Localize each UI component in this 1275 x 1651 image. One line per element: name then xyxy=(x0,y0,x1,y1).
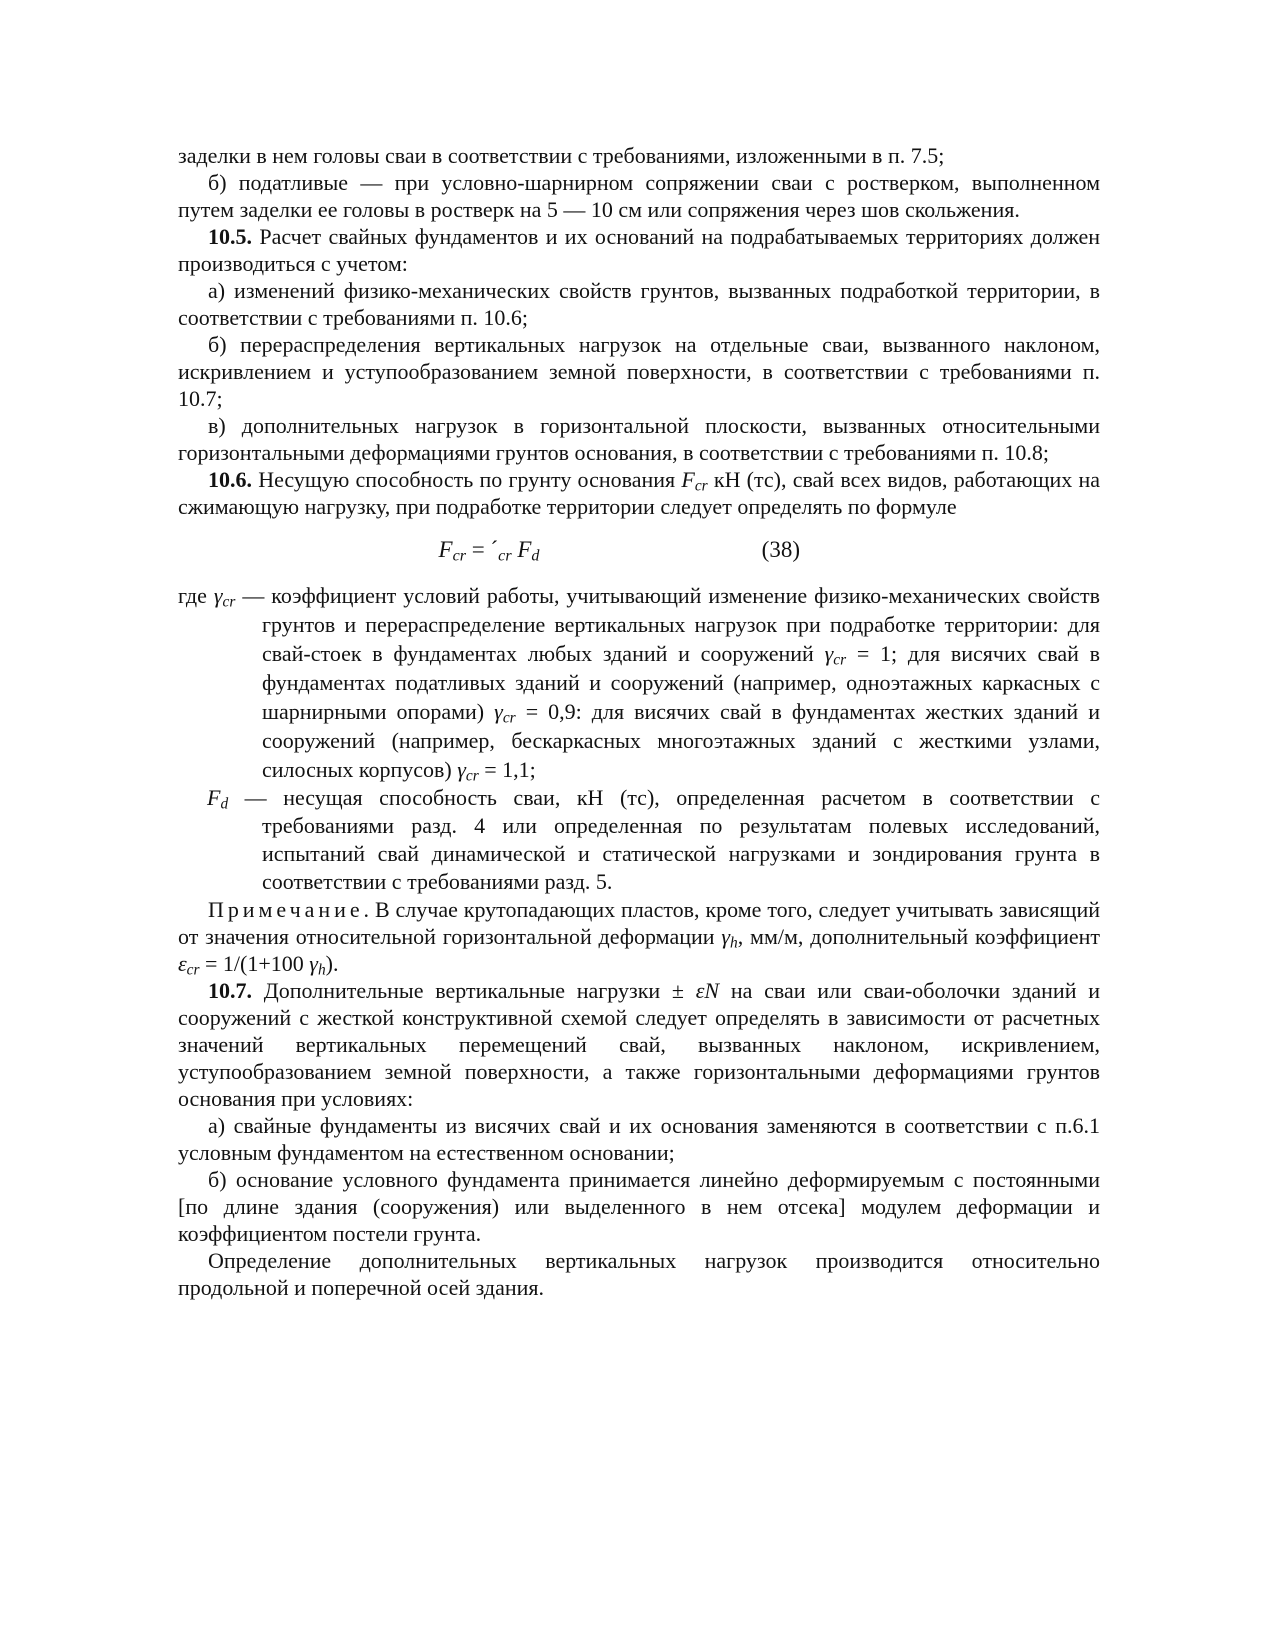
text-run: h xyxy=(730,934,738,952)
text-run: в) дополнительных нагрузок в горизонтальной плоскости, вызванных относительными горизонтальными деформациями грунтов основания, в соответствии с требованиями п. 10.8; xyxy=(178,413,1100,465)
text-run: , мм/м, дополнительный коэффициент xyxy=(737,924,1100,949)
text-run: Дополнительные вертикальные нагрузки ± xyxy=(252,978,696,1003)
paragraph-item-v xyxy=(178,412,1100,466)
paragraph-continuation xyxy=(178,142,1100,169)
text-run: Определение дополнительных вертикальных нагрузок производится относительно продольной и поперечной осей здания. xyxy=(178,1248,1100,1300)
text-run: F xyxy=(207,785,221,810)
text-run: б) перераспределения вертикальных нагрузок на отдельные сваи, вызванного наклоном, искривлением и уступообразованием земной поверхности, в соответствии с требованиями п. 10.7; xyxy=(178,332,1100,411)
text-run: а) свайные фундаменты из висячих свай и их основания заменяются в соответствии с п.6.1 условным фундаментом на естественном основании; xyxy=(178,1113,1100,1165)
paragraph-10-7 xyxy=(178,977,1100,1112)
text-run: Расчет свайных фундаментов и их оснований на подрабатываемых территориях должен производиться с учетом: xyxy=(178,224,1100,276)
text-run: cr xyxy=(833,651,847,669)
text-run: γ xyxy=(721,924,731,949)
paragraph-10-6 xyxy=(178,466,1100,520)
text-run: 10.6. xyxy=(208,467,252,492)
paragraph-item-a-2 xyxy=(178,1112,1100,1166)
paragraph-item-b-podatlivye xyxy=(178,169,1100,223)
text-run: = 1; для висячих свай в фундаментах податливых зданий и сооружений (например, одноэтажных каркасных с шарнирными опорами) xyxy=(262,641,1101,724)
text-run: d xyxy=(531,547,540,565)
paragraph-10-5 xyxy=(178,223,1100,277)
text-run: cr xyxy=(694,477,708,495)
text-run: . В случае крутопадающих пластов, кроме того, следует учитывать зависящий от значения относительной горизонтальной деформации xyxy=(178,897,1100,949)
text-run: d xyxy=(220,795,229,813)
text-run: εN xyxy=(695,978,720,1003)
text-run: а) изменений физико-механических свойств грунтов, вызванных подработкой территории, в соответствии с требованиями п. 10.6; xyxy=(178,278,1100,330)
text-run: — несущая способность сваи, кН (тс), определенная расчетом в соответствии с требованиями разд. 4 или определенная по результатам полевых исследований, испытаний свай динамической и статической нагрузками и зондирования грунта в соответствии с требованиями разд. 5. xyxy=(228,785,1100,894)
paragraph-item-b-2 xyxy=(178,1166,1100,1247)
formula-38 xyxy=(178,536,1100,563)
text-run: на сваи или сваи-оболочки зданий и сооружений с жесткой конструктивной схемой следует определять в зависимости от расчетных значений вертикальных перемещений свай, вызванных наклоном, искривлением, уступообразованием земной поверхности, а также горизонтальными деформациями грунтов основания при условиях: xyxy=(178,978,1101,1111)
text-run: = 0,9: для висячих свай в фундаментах жестких зданий и сооружений (например, бескаркасных многоэтажных зданий с жесткими узлами, силосных корпусов) xyxy=(262,699,1101,782)
text-run: Несущую способность по грунту основания xyxy=(252,467,682,492)
text-run: = xyxy=(466,537,491,562)
text-run: заделки в нем головы сваи в соответствии с требованиями, изложенными в п. 7.5; xyxy=(178,143,945,168)
text-run: = 1/(1+100 xyxy=(199,951,310,976)
text-run: б) податливые — при условно-шарнирном сопряжении сваи с ростверком, выполненном путем заделки ее головы в ростверк на 5 — 10 см или сопряжения через шов скольжения. xyxy=(178,170,1100,222)
paragraph-item-b xyxy=(178,331,1100,412)
text-run: h xyxy=(317,961,326,979)
text-run: cr xyxy=(452,547,467,565)
text-run: cr xyxy=(498,547,512,565)
text-run: cr xyxy=(502,709,516,727)
text-run: 10.7. xyxy=(208,978,252,1003)
text-run: cr xyxy=(222,593,236,611)
text-run: γ xyxy=(824,641,834,666)
text-run: cr xyxy=(186,961,200,979)
definition-f-d xyxy=(178,784,1100,896)
text-run: Примечание xyxy=(208,897,364,922)
note xyxy=(178,896,1100,977)
text-run: ´ xyxy=(490,537,499,562)
text-run: кН (тс), свай всех видов, работающих на сжимающую нагрузку, при подработке территории следует определять по формуле xyxy=(178,467,1100,519)
text-run: F xyxy=(438,537,453,562)
document-content xyxy=(178,142,1100,1301)
text-run: где xyxy=(178,583,214,608)
text-run: б) основание условного фундамента принимается линейно деформируемым с постоянными [по длине здания (сооружения) или выделенного в нем отсека] модулем деформации и коэффициентом постели грунта. xyxy=(178,1167,1100,1246)
text-run: γ xyxy=(309,951,318,976)
text-run: γ xyxy=(457,757,466,782)
text-run: ε xyxy=(178,951,187,976)
text-run: — коэффициент условий работы, учитывающий изменение физико-механических свойств грунтов и перераспределение вертикальных нагрузок при подработке территории: для свай-стоек в фундаментах любых зданий и сооружений xyxy=(235,583,1100,666)
paragraph-item-a xyxy=(178,277,1100,331)
paragraph-final xyxy=(178,1247,1100,1301)
text-run: 10.5. xyxy=(208,224,252,249)
text-run: cr xyxy=(465,767,479,785)
text-run: F xyxy=(517,537,532,562)
definition-gamma-cr xyxy=(178,581,1100,784)
text-run: γ xyxy=(213,583,223,608)
text-run: F xyxy=(681,467,695,492)
text-run: γ xyxy=(494,699,503,724)
text-run: = 1,1; xyxy=(478,757,536,782)
equation-number: (38) xyxy=(761,537,800,562)
text-run: ). xyxy=(325,951,339,976)
